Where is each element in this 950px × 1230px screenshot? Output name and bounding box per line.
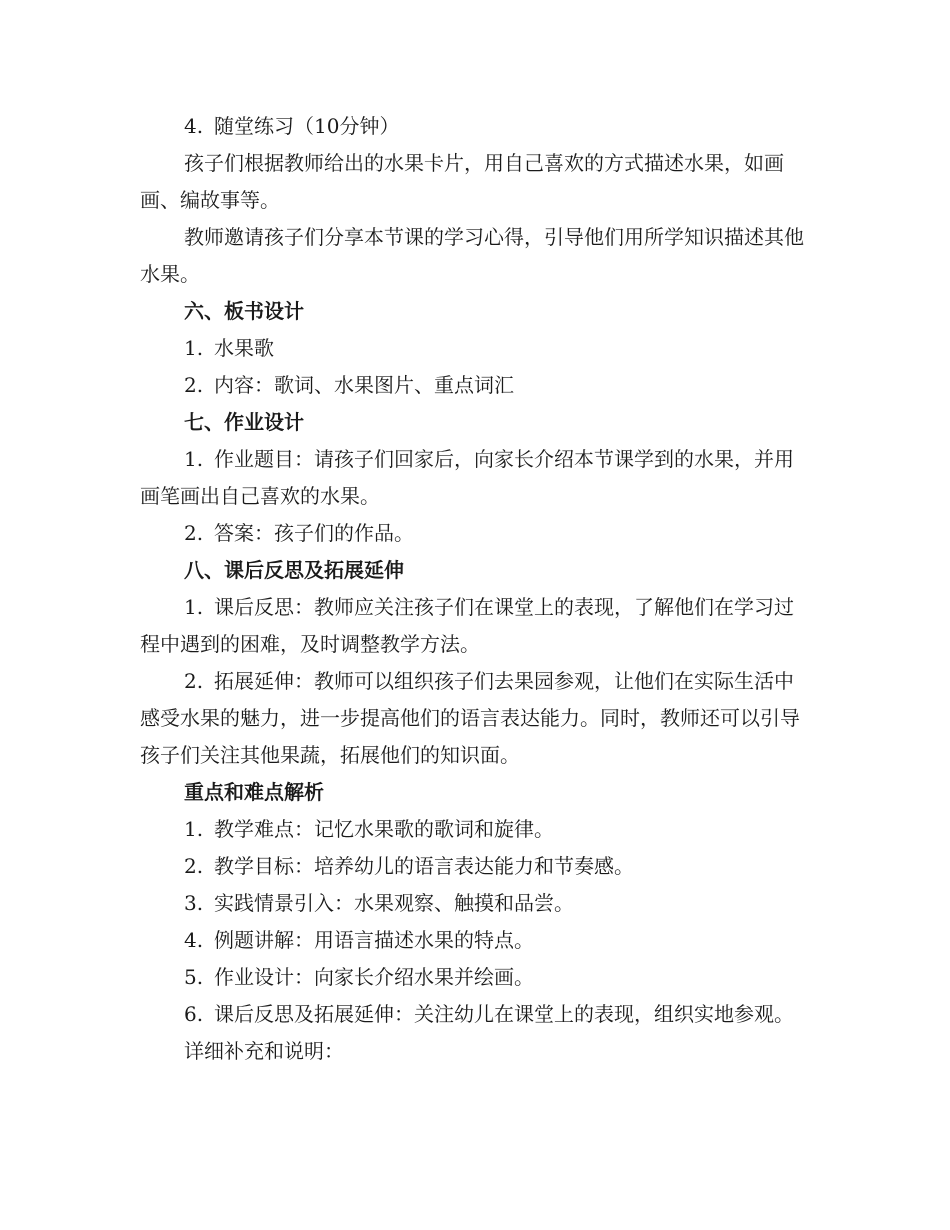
item-number: 5. <box>184 965 204 989</box>
document-body <box>140 108 808 1070</box>
list-item-text: 课后反思：教师应关注孩子们在课堂上的表现，了解他们在学习过程中遇到的困难，及时调整教学方法。 <box>140 595 794 656</box>
heading-text: 七、作业设计 <box>184 410 304 434</box>
item-number: 2. <box>184 854 204 878</box>
list-item-text: 作业设计：向家长介绍水果并绘画。 <box>214 965 534 989</box>
paragraph-text: 教师邀请孩子们分享本节课的学习心得，引导他们用所学知识描述其他水果。 <box>140 225 804 286</box>
list-item <box>140 885 808 922</box>
list-item <box>140 922 808 959</box>
item-number: 2. <box>184 669 204 693</box>
list-item <box>140 811 808 848</box>
item-number: 1. <box>184 336 204 360</box>
item-number: 1. <box>184 817 204 841</box>
list-item <box>140 959 808 996</box>
heading-text: 重点和难点解析 <box>184 780 324 804</box>
item-number: 2. <box>184 373 204 397</box>
heading-text: 六、板书设计 <box>184 299 304 323</box>
list-item <box>140 367 808 404</box>
paragraph-describe-fruit <box>140 145 808 219</box>
item-number: 1. <box>184 447 204 471</box>
paragraph-text: 详细补充和说明： <box>184 1039 344 1063</box>
list-item <box>140 589 808 663</box>
list-item-text: 课后反思及拓展延伸：关注幼儿在课堂上的表现，组织实地参观。 <box>214 1002 794 1026</box>
list-item <box>140 996 808 1033</box>
list-item-text: 拓展延伸：教师可以组织孩子们去果园参观，让他们在实际生活中感受水果的魅力，进一步提高他们的语言表达能力。同时，教师还可以引导孩子们关注其他果蔬，拓展他们的知识面。 <box>140 669 800 767</box>
heading-text: 八、课后反思及拓展延伸 <box>184 558 404 582</box>
paragraph-text: 随堂练习（10分钟） <box>214 114 400 138</box>
paragraph-supplement <box>140 1033 808 1070</box>
list-item <box>140 441 808 515</box>
section-heading-homework <box>140 404 808 441</box>
list-item <box>140 330 808 367</box>
section-heading-key-points <box>140 774 808 811</box>
list-item-text: 实践情景引入：水果观察、触摸和品尝。 <box>214 891 574 915</box>
list-item-text: 水果歌 <box>214 336 274 360</box>
paragraph-share <box>140 219 808 293</box>
item-number: 2. <box>184 521 204 545</box>
item-number: 1. <box>184 595 204 619</box>
list-item-text: 内容：歌词、水果图片、重点词汇 <box>214 373 514 397</box>
paragraph-practice <box>140 108 808 145</box>
list-item-text: 例题讲解：用语言描述水果的特点。 <box>214 928 534 952</box>
section-heading-board-design <box>140 293 808 330</box>
item-number: 6. <box>184 1002 204 1026</box>
item-number: 4. <box>184 114 204 138</box>
section-heading-reflection <box>140 552 808 589</box>
item-number: 3. <box>184 891 204 915</box>
list-item-text: 答案：孩子们的作品。 <box>214 521 414 545</box>
paragraph-text: 孩子们根据教师给出的水果卡片，用自己喜欢的方式描述水果，如画画、编故事等。 <box>140 151 784 212</box>
item-number: 4. <box>184 928 204 952</box>
list-item-text: 教学目标：培养幼儿的语言表达能力和节奏感。 <box>214 854 634 878</box>
list-item-text: 教学难点：记忆水果歌的歌词和旋律。 <box>214 817 554 841</box>
list-item-text: 作业题目：请孩子们回家后，向家长介绍本节课学到的水果，并用画笔画出自己喜欢的水果。 <box>140 447 794 508</box>
list-item <box>140 848 808 885</box>
list-item <box>140 663 808 774</box>
list-item <box>140 515 808 552</box>
